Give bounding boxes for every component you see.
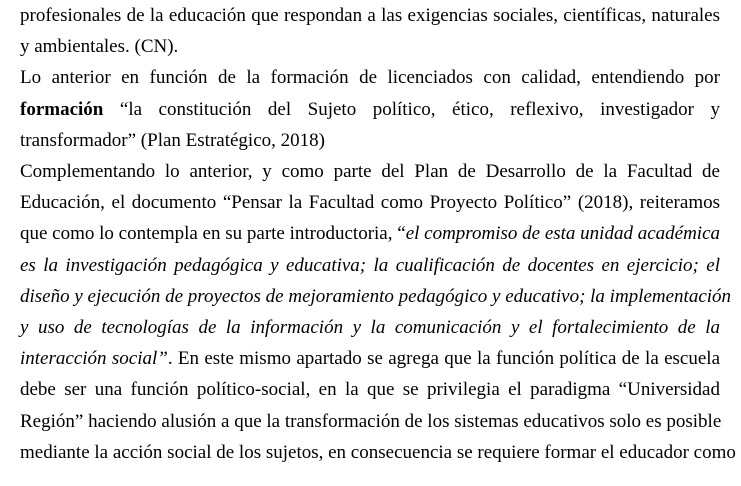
text-segment: que como lo contempla en su parte introductoria, “	[20, 223, 406, 245]
text-segment: Lo anterior en función de la formación de licenciados con calidad, entendiendo por	[20, 67, 720, 89]
italic-text-segment: es la investigación pedagógica y educativa; la cualificación de docentes en ejercicio; el	[20, 254, 720, 276]
italic-text-segment: el compromiso de esta unidad académica	[405, 223, 721, 245]
text-line	[20, 312, 720, 343]
text-line	[20, 187, 720, 218]
text-line	[20, 406, 720, 437]
text-line	[20, 125, 720, 156]
text-segment: . En este mismo apartado se agrega que la función política de la escuela	[167, 348, 720, 370]
text-line	[20, 31, 720, 62]
text-segment: Complementando lo anterior, y como parte del Plan de Desarrollo de la Facultad de	[20, 161, 720, 182]
text-segment: profesionales de la educación que respondan a las exigencias sociales, científicas, naturales	[20, 5, 720, 26]
text-line	[20, 0, 720, 31]
italic-text-segment: diseño y ejecución de proyectos de mejoramiento pedagógico y educativo; la implementación	[20, 285, 732, 307]
text-line	[20, 437, 736, 468]
text-segment: Región” haciendo alusión a que la transformación de los sistemas educativos solo es posible	[20, 410, 722, 432]
italic-text-segment: interacción social”	[20, 348, 168, 370]
text-segment: mediante la acción social de los sujetos, en consecuencia se requiere formar el educador como	[20, 441, 736, 463]
text-segment: y ambientales. (CN).	[20, 36, 179, 58]
bold-text-segment: formación	[20, 98, 104, 120]
text-segment: transformador” (Plan Estratégico, 2018)	[20, 129, 325, 151]
text-line	[20, 250, 720, 281]
text-line	[20, 94, 720, 125]
text-line	[20, 218, 720, 249]
text-line	[20, 374, 720, 405]
text-segment: debe ser una función político-social, en la que se privilegia el paradigma “Universidad	[20, 379, 720, 401]
text-line	[20, 281, 732, 312]
text-segment: “la constitución del Sujeto político, ético, reflexivo, investigador y	[103, 98, 720, 120]
text-line	[20, 343, 720, 374]
text-line	[20, 156, 720, 187]
italic-text-segment: y uso de tecnologías de la información y la comunicación y el fortalecimiento de la	[20, 317, 720, 338]
text-segment: Educación, el documento “Pensar la Facultad como Proyecto Político” (2018), reiteramos	[20, 192, 720, 214]
text-line	[20, 62, 720, 93]
